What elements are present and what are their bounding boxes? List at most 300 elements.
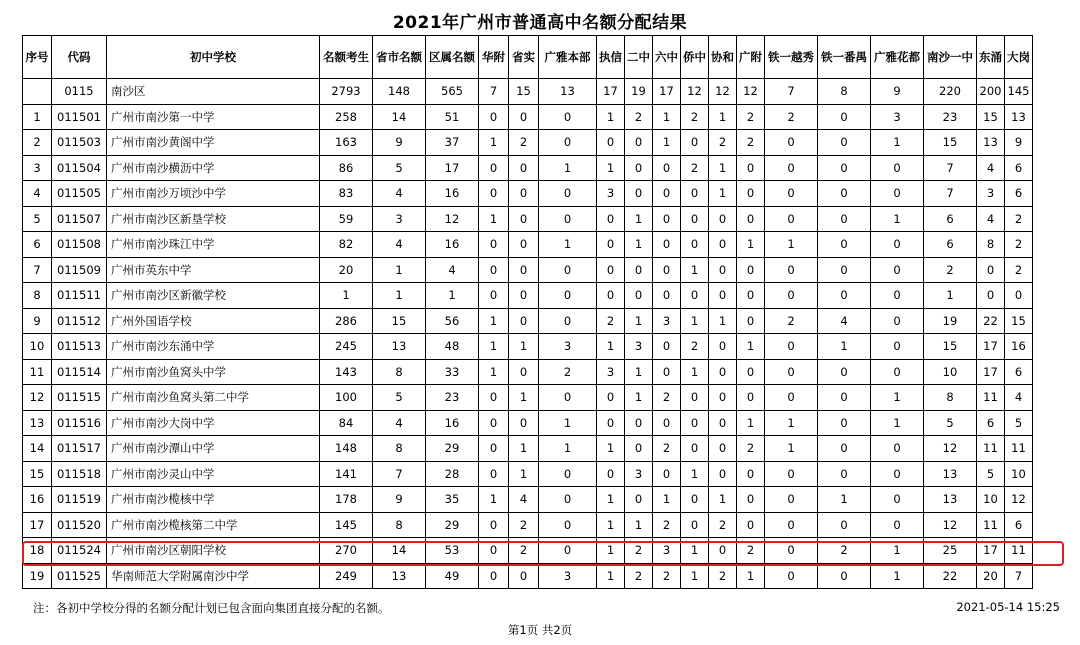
table-cell: 0 — [737, 512, 765, 538]
table-cell: 270 — [320, 538, 373, 564]
quota-table — [22, 35, 1033, 589]
table-cell: 2 — [509, 130, 539, 156]
table-cell: 1 — [539, 410, 597, 436]
table-cell: 28 — [426, 461, 479, 487]
column-header: 大岗 — [1005, 36, 1033, 79]
table-cell: 2 — [924, 257, 977, 283]
table-cell: 4 — [977, 155, 1005, 181]
table-cell: 1 — [597, 487, 625, 513]
table-cell: 0 — [653, 334, 681, 360]
table-cell: 565 — [426, 79, 479, 105]
table-cell: 0 — [539, 206, 597, 232]
table-cell: 011503 — [52, 130, 107, 156]
table-cell: 6 — [924, 206, 977, 232]
school-name-cell: 广州市南沙大岗中学 — [107, 410, 320, 436]
table-cell: 0 — [681, 487, 709, 513]
table-cell: 011525 — [52, 563, 107, 589]
table-cell: 0 — [625, 257, 653, 283]
table-row — [23, 130, 1033, 156]
table-cell: 0 — [818, 385, 871, 411]
table-cell: 1 — [23, 104, 52, 130]
table-cell: 258 — [320, 104, 373, 130]
table-cell: 2 — [681, 334, 709, 360]
table-cell: 6 — [1005, 181, 1033, 207]
column-header: 执信 — [597, 36, 625, 79]
table-cell — [23, 79, 52, 105]
table-cell: 11 — [1005, 538, 1033, 564]
table-cell: 0 — [681, 512, 709, 538]
table-cell: 0 — [709, 257, 737, 283]
table-cell: 3 — [597, 359, 625, 385]
table-cell: 2 — [1005, 232, 1033, 258]
table-cell: 0 — [765, 487, 818, 513]
table-cell: 0 — [509, 257, 539, 283]
table-cell: 48 — [426, 334, 479, 360]
table-cell: 011515 — [52, 385, 107, 411]
table-cell: 2 — [737, 436, 765, 462]
table-cell: 12 — [924, 436, 977, 462]
table-cell: 17 — [426, 155, 479, 181]
table-cell: 0 — [765, 130, 818, 156]
table-cell: 0 — [737, 155, 765, 181]
school-name-cell: 广州市南沙鱼窝头中学 — [107, 359, 320, 385]
table-cell: 011524 — [52, 538, 107, 564]
column-header: 序号 — [23, 36, 52, 79]
table-cell: 1 — [871, 206, 924, 232]
table-cell: 0 — [653, 283, 681, 309]
school-name-cell: 广州市南沙区新垦学校 — [107, 206, 320, 232]
table-cell: 2793 — [320, 79, 373, 105]
table-cell: 16 — [23, 487, 52, 513]
table-cell: 0 — [597, 461, 625, 487]
table-cell: 1 — [818, 334, 871, 360]
table-row — [23, 232, 1033, 258]
table-cell: 0 — [509, 308, 539, 334]
column-header: 六中 — [653, 36, 681, 79]
table-cell: 145 — [1005, 79, 1033, 105]
table-cell: 1 — [681, 563, 709, 589]
table-cell: 0 — [709, 359, 737, 385]
table-cell: 1 — [765, 410, 818, 436]
table-cell: 0 — [625, 487, 653, 513]
table-cell: 8 — [924, 385, 977, 411]
table-cell: 1 — [737, 334, 765, 360]
table-cell: 7 — [373, 461, 426, 487]
table-cell: 0 — [765, 181, 818, 207]
table-cell: 0 — [539, 538, 597, 564]
table-cell: 82 — [320, 232, 373, 258]
table-cell: 8 — [818, 79, 871, 105]
table-cell: 10 — [23, 334, 52, 360]
table-cell: 6 — [1005, 512, 1033, 538]
table-cell: 0 — [765, 257, 818, 283]
table-cell: 0 — [479, 563, 509, 589]
table-cell: 23 — [924, 104, 977, 130]
school-name-cell: 广州市南沙区朝阳学校 — [107, 538, 320, 564]
table-cell: 4 — [373, 181, 426, 207]
table-cell: 4 — [1005, 385, 1033, 411]
table-cell: 0 — [709, 461, 737, 487]
table-cell: 6 — [23, 232, 52, 258]
table-cell: 1 — [539, 232, 597, 258]
table-cell: 1 — [597, 436, 625, 462]
table-cell: 0 — [765, 206, 818, 232]
table-cell: 14 — [23, 436, 52, 462]
table-row — [23, 206, 1033, 232]
table-cell: 0 — [479, 385, 509, 411]
table-cell: 011520 — [52, 512, 107, 538]
table-cell: 35 — [426, 487, 479, 513]
table-cell: 0 — [818, 155, 871, 181]
table-cell: 0 — [509, 563, 539, 589]
table-cell: 0 — [737, 283, 765, 309]
table-cell: 83 — [320, 181, 373, 207]
table-cell: 1 — [709, 181, 737, 207]
table-cell: 8 — [977, 232, 1005, 258]
table-cell: 8 — [373, 436, 426, 462]
table-cell: 56 — [426, 308, 479, 334]
table-cell: 0 — [818, 181, 871, 207]
table-cell: 3 — [871, 104, 924, 130]
table-cell: 2 — [818, 538, 871, 564]
table-cell: 2 — [653, 563, 681, 589]
table-cell: 9 — [373, 487, 426, 513]
table-cell: 0 — [539, 385, 597, 411]
table-cell: 0 — [737, 461, 765, 487]
school-name-cell: 广州市南沙榄核中学 — [107, 487, 320, 513]
table-cell: 0 — [765, 563, 818, 589]
school-name-cell: 广州市南沙横沥中学 — [107, 155, 320, 181]
table-cell: 0 — [818, 232, 871, 258]
table-cell: 0 — [765, 538, 818, 564]
table-cell: 286 — [320, 308, 373, 334]
table-cell: 1 — [597, 512, 625, 538]
table-cell: 0 — [681, 206, 709, 232]
table-cell: 0 — [818, 436, 871, 462]
table-cell: 1 — [653, 130, 681, 156]
table-cell: 12 — [681, 79, 709, 105]
table-cell: 0 — [539, 487, 597, 513]
school-name-cell: 广州市英东中学 — [107, 257, 320, 283]
table-cell: 0 — [653, 181, 681, 207]
table-cell: 1 — [479, 206, 509, 232]
table-cell: 16 — [426, 181, 479, 207]
table-cell: 0 — [479, 104, 509, 130]
table-cell: 0 — [818, 104, 871, 130]
table-cell: 2 — [681, 104, 709, 130]
table-cell: 1 — [737, 410, 765, 436]
table-cell: 1 — [709, 308, 737, 334]
table-cell: 13 — [924, 487, 977, 513]
table-cell: 9 — [1005, 130, 1033, 156]
table-cell: 2 — [709, 512, 737, 538]
table-cell: 200 — [977, 79, 1005, 105]
table-cell: 011509 — [52, 257, 107, 283]
table-cell: 0 — [765, 334, 818, 360]
table-cell: 011513 — [52, 334, 107, 360]
table-cell: 12 — [709, 79, 737, 105]
table-cell: 2 — [1005, 257, 1033, 283]
table-cell: 0 — [818, 283, 871, 309]
table-cell: 0 — [625, 436, 653, 462]
table-cell: 2 — [509, 512, 539, 538]
table-cell: 33 — [426, 359, 479, 385]
table-cell: 0 — [479, 410, 509, 436]
table-cell: 13 — [373, 563, 426, 589]
table-cell: 2 — [737, 104, 765, 130]
table-cell: 1 — [509, 385, 539, 411]
table-cell: 0 — [818, 206, 871, 232]
table-cell: 1 — [709, 487, 737, 513]
table-cell: 5 — [373, 385, 426, 411]
table-cell: 0 — [737, 206, 765, 232]
table-cell: 4 — [509, 487, 539, 513]
table-cell: 1 — [681, 257, 709, 283]
table-cell: 11 — [977, 436, 1005, 462]
school-name-cell: 广州市南沙潭山中学 — [107, 436, 320, 462]
table-row — [23, 487, 1033, 513]
table-cell: 0 — [871, 436, 924, 462]
table-cell: 1 — [597, 538, 625, 564]
table-cell: 0 — [479, 436, 509, 462]
table-cell: 17 — [977, 334, 1005, 360]
table-cell: 37 — [426, 130, 479, 156]
table-cell: 5 — [924, 410, 977, 436]
table-cell: 3 — [373, 206, 426, 232]
table-cell: 0 — [681, 436, 709, 462]
table-cell: 15 — [1005, 308, 1033, 334]
table-cell: 0 — [625, 283, 653, 309]
table-cell: 0 — [681, 410, 709, 436]
table-cell: 2 — [539, 359, 597, 385]
table-cell: 3 — [653, 538, 681, 564]
table-cell: 11 — [1005, 436, 1033, 462]
column-header: 省实 — [509, 36, 539, 79]
table-cell: 148 — [320, 436, 373, 462]
table-cell: 0 — [818, 461, 871, 487]
table-cell: 0 — [479, 232, 509, 258]
table-cell: 2 — [1005, 206, 1033, 232]
table-cell: 0 — [597, 410, 625, 436]
table-cell: 1 — [818, 487, 871, 513]
table-cell: 1 — [625, 206, 653, 232]
table-row — [23, 308, 1033, 334]
school-name-cell: 广州市南沙榄核第二中学 — [107, 512, 320, 538]
table-cell: 0 — [509, 359, 539, 385]
table-cell: 1 — [871, 538, 924, 564]
table-cell: 0 — [653, 155, 681, 181]
table-cell: 0 — [539, 512, 597, 538]
table-cell: 13 — [23, 410, 52, 436]
page-title: 2021年广州市普通高中名额分配结果 — [392, 13, 688, 33]
table-cell: 1 — [373, 257, 426, 283]
table-cell: 15 — [977, 104, 1005, 130]
table-cell: 1 — [765, 436, 818, 462]
table-cell: 29 — [426, 436, 479, 462]
column-header: 华附 — [479, 36, 509, 79]
table-cell: 2 — [653, 436, 681, 462]
table-cell: 0 — [765, 512, 818, 538]
table-cell: 1 — [509, 436, 539, 462]
table-cell: 0 — [653, 206, 681, 232]
table-cell: 4 — [373, 232, 426, 258]
table-cell: 0 — [479, 512, 509, 538]
table-cell: 20 — [977, 563, 1005, 589]
table-row — [23, 334, 1033, 360]
table-cell: 0 — [539, 181, 597, 207]
table-cell: 0 — [871, 257, 924, 283]
table-cell: 0 — [479, 181, 509, 207]
table-cell: 1 — [597, 104, 625, 130]
header-row — [23, 36, 1033, 79]
table-cell: 16 — [426, 410, 479, 436]
table-cell: 0 — [625, 155, 653, 181]
page-indicator: 第1页 共2页 — [507, 623, 573, 637]
table-cell: 1 — [509, 334, 539, 360]
table-cell: 0 — [597, 385, 625, 411]
table-cell: 2 — [765, 308, 818, 334]
table-cell: 0 — [479, 257, 509, 283]
table-cell: 13 — [373, 334, 426, 360]
column-header: 广雅本部 — [539, 36, 597, 79]
table-cell: 0 — [977, 257, 1005, 283]
column-header: 铁一越秀 — [765, 36, 818, 79]
table-cell: 0 — [977, 283, 1005, 309]
table-cell: 1 — [709, 155, 737, 181]
table-cell: 0 — [653, 359, 681, 385]
table-cell: 0 — [509, 104, 539, 130]
table-cell: 0 — [737, 308, 765, 334]
table-cell: 2 — [653, 385, 681, 411]
table-row — [23, 410, 1033, 436]
table-cell: 0 — [709, 206, 737, 232]
column-header: 南沙一中 — [924, 36, 977, 79]
table-cell: 0 — [509, 155, 539, 181]
table-cell: 011507 — [52, 206, 107, 232]
column-header: 省市名额 — [373, 36, 426, 79]
table-cell: 22 — [924, 563, 977, 589]
column-header: 东涌 — [977, 36, 1005, 79]
table-cell: 011512 — [52, 308, 107, 334]
table-cell: 0 — [765, 461, 818, 487]
table-cell: 1 — [509, 461, 539, 487]
table-cell: 3 — [625, 334, 653, 360]
table-cell: 4 — [23, 181, 52, 207]
table-cell: 11 — [977, 512, 1005, 538]
table-cell: 141 — [320, 461, 373, 487]
table-cell: 0 — [625, 181, 653, 207]
table-cell: 0 — [709, 334, 737, 360]
timestamp: 2021-05-14 15:25 — [956, 600, 1060, 614]
table-row — [23, 538, 1033, 564]
table-cell: 7 — [23, 257, 52, 283]
table-cell: 2 — [709, 563, 737, 589]
table-cell: 0 — [871, 512, 924, 538]
column-header: 区属名额 — [426, 36, 479, 79]
table-cell: 0 — [709, 538, 737, 564]
table-cell: 7 — [765, 79, 818, 105]
table-row — [23, 563, 1033, 589]
table-cell: 0 — [737, 487, 765, 513]
table-cell: 9 — [23, 308, 52, 334]
table-cell: 2 — [625, 563, 653, 589]
table-cell: 145 — [320, 512, 373, 538]
table-cell: 3 — [539, 563, 597, 589]
table-cell: 0 — [681, 130, 709, 156]
table-cell: 15 — [509, 79, 539, 105]
table-cell: 0 — [625, 410, 653, 436]
table-cell: 1 — [681, 359, 709, 385]
table-cell: 1 — [479, 487, 509, 513]
table-cell: 2 — [737, 130, 765, 156]
table-cell: 18 — [23, 538, 52, 564]
table-cell: 0 — [871, 334, 924, 360]
table-cell: 0 — [871, 155, 924, 181]
table-cell: 7 — [924, 155, 977, 181]
table-cell: 17 — [977, 359, 1005, 385]
table-cell: 12 — [924, 512, 977, 538]
table-cell: 1 — [625, 308, 653, 334]
table-cell: 22 — [977, 308, 1005, 334]
table-cell: 12 — [23, 385, 52, 411]
table-cell: 5 — [977, 461, 1005, 487]
table-cell: 1 — [479, 359, 509, 385]
table-cell: 178 — [320, 487, 373, 513]
table-cell: 29 — [426, 512, 479, 538]
table-cell: 0 — [765, 385, 818, 411]
table-cell: 0 — [597, 257, 625, 283]
table-cell: 14 — [373, 104, 426, 130]
table-cell: 148 — [373, 79, 426, 105]
table-cell: 4 — [818, 308, 871, 334]
table-cell: 6 — [1005, 359, 1033, 385]
table-cell: 9 — [373, 130, 426, 156]
table-cell: 13 — [539, 79, 597, 105]
table-cell: 011517 — [52, 436, 107, 462]
table-cell: 1 — [479, 334, 509, 360]
table-cell: 11 — [977, 385, 1005, 411]
table-cell: 2 — [625, 538, 653, 564]
column-header: 代码 — [52, 36, 107, 79]
table-cell: 1 — [681, 538, 709, 564]
school-name-cell: 广州市南沙区新徽学校 — [107, 283, 320, 309]
table-cell: 0 — [765, 283, 818, 309]
table-cell: 0 — [539, 130, 597, 156]
table-cell: 25 — [924, 538, 977, 564]
table-cell: 8 — [373, 359, 426, 385]
table-cell: 143 — [320, 359, 373, 385]
table-cell: 2 — [23, 130, 52, 156]
table-cell: 1 — [681, 461, 709, 487]
school-name-cell: 广州市南沙珠江中学 — [107, 232, 320, 258]
table-cell: 1 — [597, 563, 625, 589]
footnote: 注：各初中学校分得的名额分配计划已包含面向集团直接分配的名额。 — [33, 601, 390, 615]
table-cell: 0 — [737, 257, 765, 283]
table-cell: 220 — [924, 79, 977, 105]
table-cell: 17 — [653, 79, 681, 105]
table-cell: 2 — [597, 308, 625, 334]
table-cell: 1 — [479, 308, 509, 334]
table-cell: 011501 — [52, 104, 107, 130]
table-cell: 011511 — [52, 283, 107, 309]
table-cell: 2 — [737, 538, 765, 564]
column-header: 初中学校 — [107, 36, 320, 79]
table-cell: 0 — [479, 461, 509, 487]
table-cell: 20 — [320, 257, 373, 283]
table-cell: 2 — [681, 155, 709, 181]
table-cell: 2 — [625, 104, 653, 130]
table-cell: 15 — [373, 308, 426, 334]
